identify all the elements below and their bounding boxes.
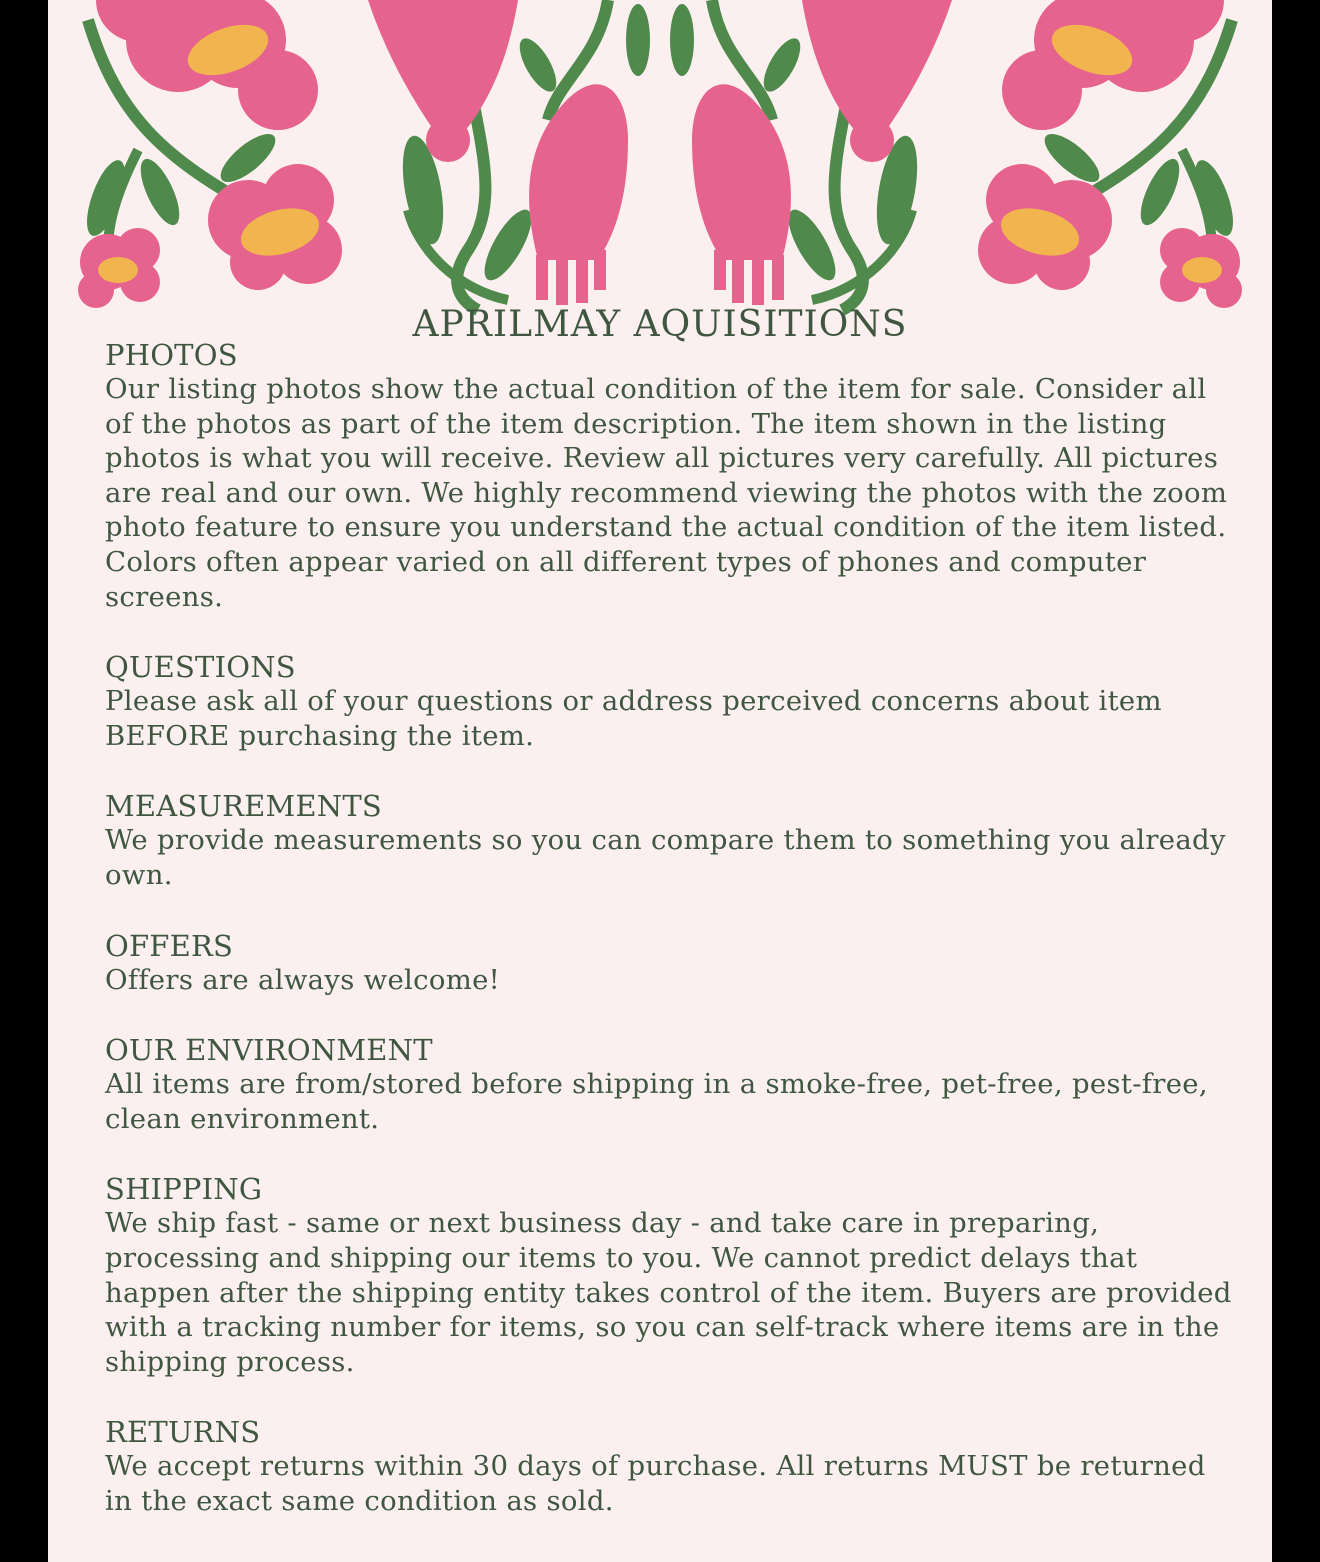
section-heading: MEASUREMENTS: [105, 789, 382, 824]
section-body: All items are from/stored before shipping in a smoke-free, pet-free, pest-free, clean environment.: [105, 1068, 1208, 1135]
section-heading: PHOTOS: [105, 338, 238, 372]
section-body: Our listing photos show the actual condition of the item for sale. Consider all of the photos as part of the item description. The item shown in the listing photos is what you will receive. Review all pictures very carefully. All pictures are real and our own. We highly recommend viewing the photos with the zoom photo feature to ensure you understand the actual condition of the item listed. Colors often appear varied on all different types of phones and computer screens.: [105, 373, 1228, 613]
section-body: We accept returns within 30 days of purchase. All returns MUST be returned in the exact same condition as sold.: [105, 1450, 1206, 1517]
section-heading: OUR ENVIRONMENT: [105, 1033, 433, 1068]
section-heading: OFFERS: [105, 928, 234, 963]
policy-card: [48, 0, 1272, 1562]
section-returns: [105, 1415, 1235, 1518]
policy-content: [105, 338, 1235, 1554]
floral-banner-illustration: [48, 0, 1272, 320]
left-tulip-icon: [368, 0, 650, 310]
section-heading: QUESTIONS: [105, 650, 296, 685]
section-environment: [105, 1033, 1235, 1136]
section-photos: [105, 338, 1235, 614]
section-offers: [105, 929, 1235, 998]
section-heading: SHIPPING: [105, 1172, 263, 1207]
section-body: We provide measurements so you can compare them to something you already own.: [105, 824, 1226, 891]
shop-title: APRILMAY AQUISITIONS: [412, 304, 908, 345]
right-tulip-icon: [670, 0, 952, 310]
section-shipping: [105, 1172, 1235, 1379]
left-flower-cluster-icon: [78, 0, 342, 308]
section-questions: [105, 650, 1235, 753]
section-body: Offers are always welcome!: [105, 963, 501, 996]
section-body: We ship fast - same or next business day - and take care in preparing, processing and shipping our items to you. We cannot predict delays that happen after the shipping entity takes control of the item. Buyers are provided with a tracking number for items, so you can self-track where items are in the shipping process.: [105, 1207, 1232, 1378]
right-flower-cluster-icon: [978, 0, 1242, 308]
section-heading: RETURNS: [105, 1415, 261, 1450]
section-measurements: [105, 789, 1235, 892]
section-body: Please ask all of your questions or address perceived concerns about item BEFORE purchasing the item.: [105, 685, 1162, 752]
